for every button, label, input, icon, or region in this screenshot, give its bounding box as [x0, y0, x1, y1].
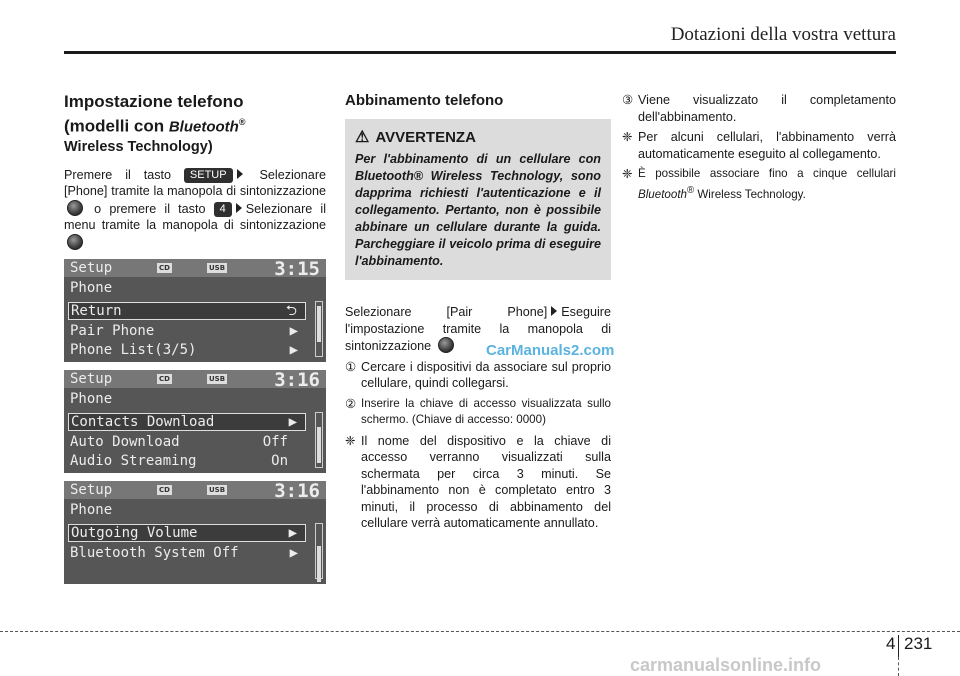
footer-tick — [898, 657, 900, 676]
column-middle — [345, 92, 611, 536]
step-item — [622, 166, 896, 203]
usb-icon: USB — [209, 486, 226, 495]
menu-item-bluetooth-system-off[interactable] — [68, 544, 306, 562]
screen-clock: 3:15 — [274, 259, 320, 281]
warning-title: AVVERTENZA — [375, 128, 476, 146]
key-4-icon: 4 — [214, 202, 232, 217]
scrollbar-thumb[interactable] — [317, 306, 321, 342]
menu-item-value: Off — [262, 434, 288, 451]
screen-crumb: Phone — [70, 502, 113, 519]
menu-item-return[interactable] — [68, 302, 306, 320]
cd-icon: CD — [159, 264, 170, 273]
step-text: Il nome del dispositivo e la chiave di accesso verranno visualizzati sulla schermata per circa 3 minuti. Se l'abbinamento non è completato entro 3 minuti, il processo di abbinamento del cellulare verrà automaticamente annullato. — [361, 433, 611, 530]
heading-reg: ® — [238, 117, 246, 127]
heading-sub: Wireless Technology) — [64, 138, 213, 155]
menu-item-audio-streaming[interactable] — [68, 452, 306, 470]
heading-line2-prefix: (modelli con — [64, 116, 169, 136]
step-item — [622, 129, 896, 162]
menu-item-label: Audio Streaming — [70, 453, 197, 470]
pairing-text-1: Selezionare [Pair Phone] — [345, 305, 548, 319]
menu-item-label: Auto Download — [70, 434, 180, 451]
step-marker: ① — [345, 359, 357, 374]
menu-item-contacts-download[interactable] — [68, 413, 306, 431]
step-marker: ❈ — [622, 167, 633, 181]
arrow-right-icon — [237, 169, 243, 179]
scrollbar-thumb[interactable] — [317, 546, 321, 582]
tune-knob-icon — [438, 337, 454, 353]
menu-item-pair-phone[interactable] — [68, 322, 306, 340]
menu-item-value: On — [271, 453, 288, 470]
page-number: 231 — [904, 634, 933, 653]
menu-item-label: Bluetooth System Off — [70, 545, 239, 562]
instructions-paragraph — [64, 167, 326, 252]
screen-clock: 3:16 — [274, 370, 320, 392]
menu-item-label: Contacts Download — [71, 414, 215, 431]
menu-item-phone-list[interactable] — [68, 341, 306, 359]
scrollbar[interactable] — [315, 412, 323, 468]
return-icon: ⮌ — [285, 303, 297, 320]
arrow-right-icon — [236, 203, 242, 213]
step-marker: ❈ — [345, 433, 356, 448]
setup-screen-2 — [64, 370, 326, 473]
footer-separator — [898, 635, 899, 657]
chapter-number: 4 — [886, 634, 896, 653]
header-rule — [64, 51, 896, 54]
section-heading — [64, 92, 326, 138]
step-brand: Bluetooth — [638, 187, 687, 201]
cd-icon: CD — [159, 375, 170, 384]
page-header-title: Dotazioni della vostra vettura — [670, 24, 896, 45]
chevron-right-icon: ▶ — [288, 525, 297, 542]
heading-brand: Bluetooth — [168, 118, 239, 136]
pairing-text-2: Eseguire l'impostazione tramite la manopola di sintonizzazione — [345, 305, 611, 353]
arrow-right-icon — [551, 306, 557, 316]
menu-item-label: Phone List(3/5) — [70, 342, 197, 359]
screen-title: Setup — [70, 482, 113, 499]
step-text-suffix: Wireless Technology. — [694, 187, 806, 201]
chevron-right-icon: ▶ — [289, 545, 298, 562]
instr-text-3: o premere il tasto — [94, 201, 206, 216]
step-text: Inserire la chiave di accesso visualizzata sullo schermo. (Chiave di accesso: 0000) — [361, 396, 611, 426]
screen-title: Setup — [70, 371, 113, 388]
step-text: Cercare i dispositivi da associare sul proprio cellulare, quindi collegarsi. — [361, 359, 611, 390]
menu-item-label: Pair Phone — [70, 323, 155, 340]
tune-knob-icon — [67, 234, 83, 250]
step-text-prefix: È possibile associare fino a cinque cellulari — [638, 167, 896, 180]
menu-item-label: Return — [71, 303, 122, 320]
step-item — [345, 396, 611, 429]
screen-crumb: Phone — [70, 280, 113, 297]
screen-clock: 3:16 — [274, 481, 320, 503]
step-item — [622, 92, 896, 125]
scrollbar-thumb[interactable] — [317, 427, 321, 463]
step-marker: ❈ — [622, 130, 633, 144]
scrollbar[interactable] — [315, 523, 323, 579]
pairing-heading: Abbinamento telefono — [345, 92, 504, 109]
watermark: CarManuals2.com — [486, 342, 615, 359]
instr-text-1: Premere il tasto — [64, 167, 171, 182]
chevron-right-icon: ▶ — [289, 342, 298, 359]
step-marker: ③ — [622, 93, 634, 107]
scrollbar[interactable] — [315, 301, 323, 357]
usb-icon: USB — [209, 264, 226, 273]
instr-text-2: Selezionare [Phone] tramite la manopola di sintonizzazione — [64, 167, 327, 199]
heading-line1: Impostazione telefono — [64, 92, 244, 111]
step-text: Viene visualizzato il completamento dell'abbinamento. — [638, 93, 896, 124]
warning-header — [355, 127, 601, 147]
warning-body: Per l'abbinamento di un cellulare con Bluetooth® Wireless Technology, sono dapprima richiesti l'autenticazione e il collegamento. Pertanto, non è possibile abbinare un cellulare durante la guida. Parcheggiare il veicolo prima di eseguire l'abbinamento. — [355, 152, 601, 268]
setup-screen-3 — [64, 481, 326, 584]
screen-title: Setup — [70, 260, 113, 277]
screen-crumb: Phone — [70, 391, 113, 408]
step-text — [638, 166, 896, 203]
warning-triangle-icon: ⚠ — [355, 129, 370, 146]
setup-screen-1 — [64, 259, 326, 362]
warning-box — [345, 119, 611, 280]
menu-item-outgoing-volume[interactable] — [68, 524, 306, 542]
chevron-right-icon: ▶ — [289, 323, 298, 340]
cd-icon: CD — [159, 486, 170, 495]
step-text: Per alcuni cellulari, l'abbinamento verrà automaticamente eseguito al collegamento. — [638, 130, 896, 161]
step-reg: ® — [687, 184, 695, 196]
usb-icon: USB — [209, 375, 226, 384]
bottom-watermark: carmanualsonline.info — [630, 655, 822, 675]
step-marker: ② — [345, 396, 357, 411]
menu-item-label: Outgoing Volume — [71, 525, 198, 542]
column-left — [64, 92, 326, 592]
footer-rule — [0, 631, 960, 632]
menu-item-auto-download[interactable] — [68, 433, 306, 451]
step-item — [345, 359, 611, 392]
instr-text-4: Selezionare il menu tramite la manopola di sintonizzazione — [64, 201, 327, 233]
setup-key-icon: SETUP — [184, 168, 233, 183]
column-right — [622, 92, 896, 207]
tune-knob-icon — [67, 200, 83, 216]
chevron-right-icon: ▶ — [288, 414, 297, 431]
step-item — [345, 433, 611, 532]
